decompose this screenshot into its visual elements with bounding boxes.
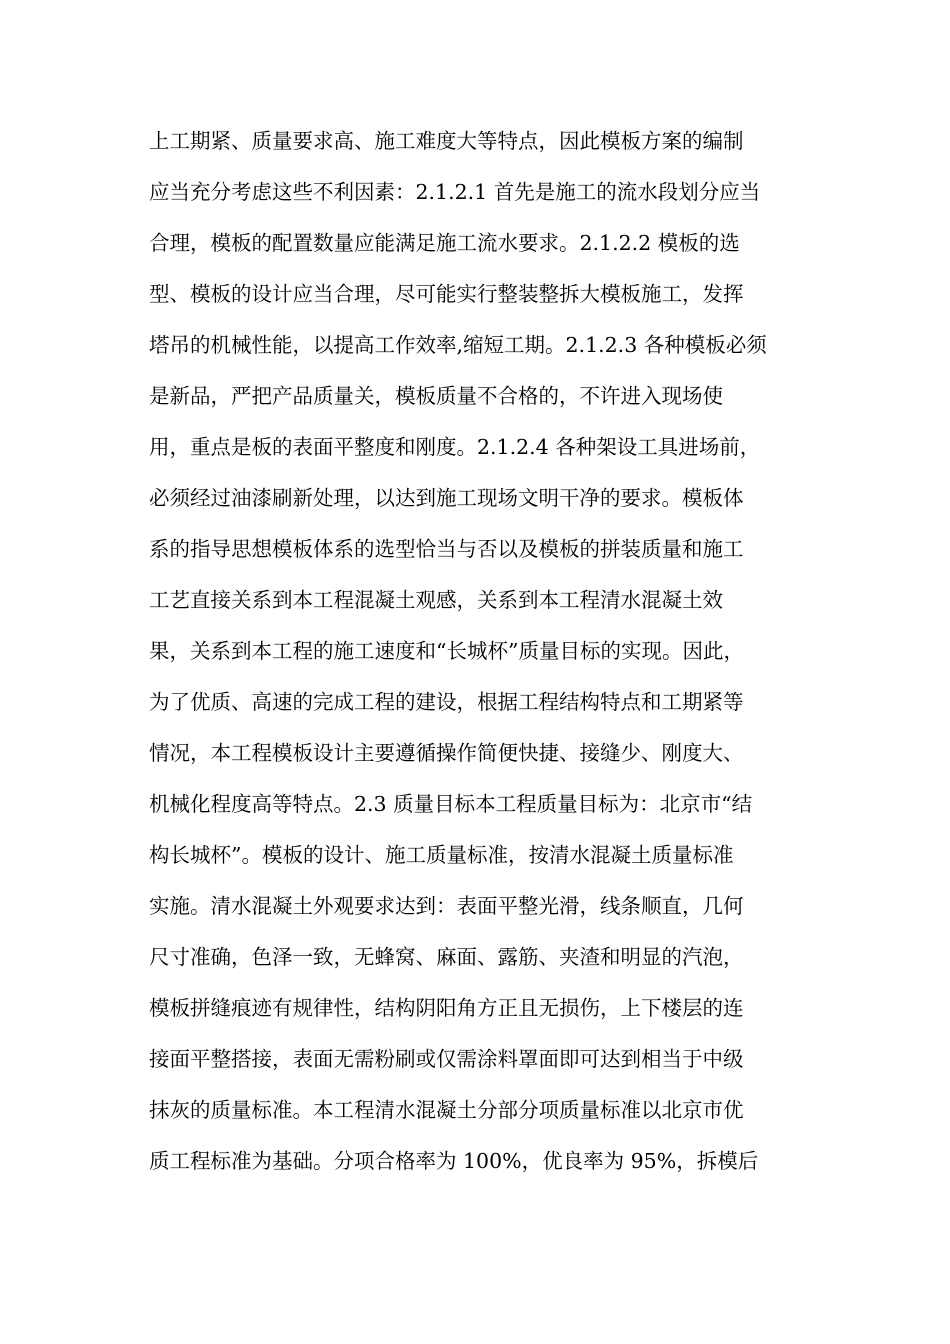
text-line: 为了优质、高速的完成工程的建设，根据工程结构特点和工期紧等 <box>149 690 744 714</box>
text-line: 上工期紧、质量要求高、施工难度大等特点，因此模板方案的编制 <box>149 129 744 153</box>
text-line: 型、模板的设计应当合理，尽可能实行整装整拆大模板施工，发挥 <box>149 282 744 306</box>
text-line: 接面平整搭接，表面无需粉刷或仅需涂料罩面即可达到相当于中级 <box>149 1047 744 1071</box>
text-line: 必须经过油漆刷新处理，以达到施工现场文明干净的要求。模板体 <box>149 486 744 510</box>
text-line: 情况，本工程模板设计主要遵循操作简便快捷、接缝少、刚度大、 <box>149 741 744 765</box>
body-paragraph <box>149 116 809 1187</box>
text-line: 系的指导思想模板体系的选型恰当与否以及模板的拼装质量和施工 <box>149 537 744 561</box>
text-line: 是新品，严把产品质量关，模板质量不合格的，不许进入现场使 <box>149 384 723 408</box>
text-line: 工艺直接关系到本工程混凝土观感，关系到本工程清水混凝土效 <box>149 588 723 612</box>
text-line: 模板拼缝痕迹有规律性，结构阴阳角方正且无损伤，上下楼层的连 <box>149 996 744 1020</box>
text-line: 构长城杯”。模板的设计、施工质量标准，按清水混凝土质量标准 <box>149 843 734 867</box>
text-line: 塔吊的机械性能，以提高工作效率,缩短工期。2.1.2.3 各种模板必须 <box>149 333 767 357</box>
text-line: 机械化程度高等特点。2.3 质量目标本工程质量目标为：北京市“结 <box>149 792 753 816</box>
text-line: 尺寸准确，色泽一致，无蜂窝、麻面、露筋、夹渣和明显的汽泡， <box>149 945 744 969</box>
text-line: 质工程标准为基础。分项合格率为 100%，优良率为 95%，拆模后 <box>149 1149 759 1173</box>
text-line: 合理，模板的配置数量应能满足施工流水要求。2.1.2.2 模板的选 <box>149 231 740 255</box>
text-line: 用，重点是板的表面平整度和刚度。2.1.2.4 各种架设工具进场前， <box>149 435 761 459</box>
text-line: 实施。清水混凝土外观要求达到：表面平整光滑，线条顺直，几何 <box>149 894 744 918</box>
text-line: 果，关系到本工程的施工速度和“长城杯”质量目标的实现。因此， <box>149 639 744 663</box>
text-line: 抹灰的质量标准。本工程清水混凝土分部分项质量标准以北京市优 <box>149 1098 744 1122</box>
text-line: 应当充分考虑这些不利因素：2.1.2.1 首先是施工的流水段划分应当 <box>149 180 761 204</box>
